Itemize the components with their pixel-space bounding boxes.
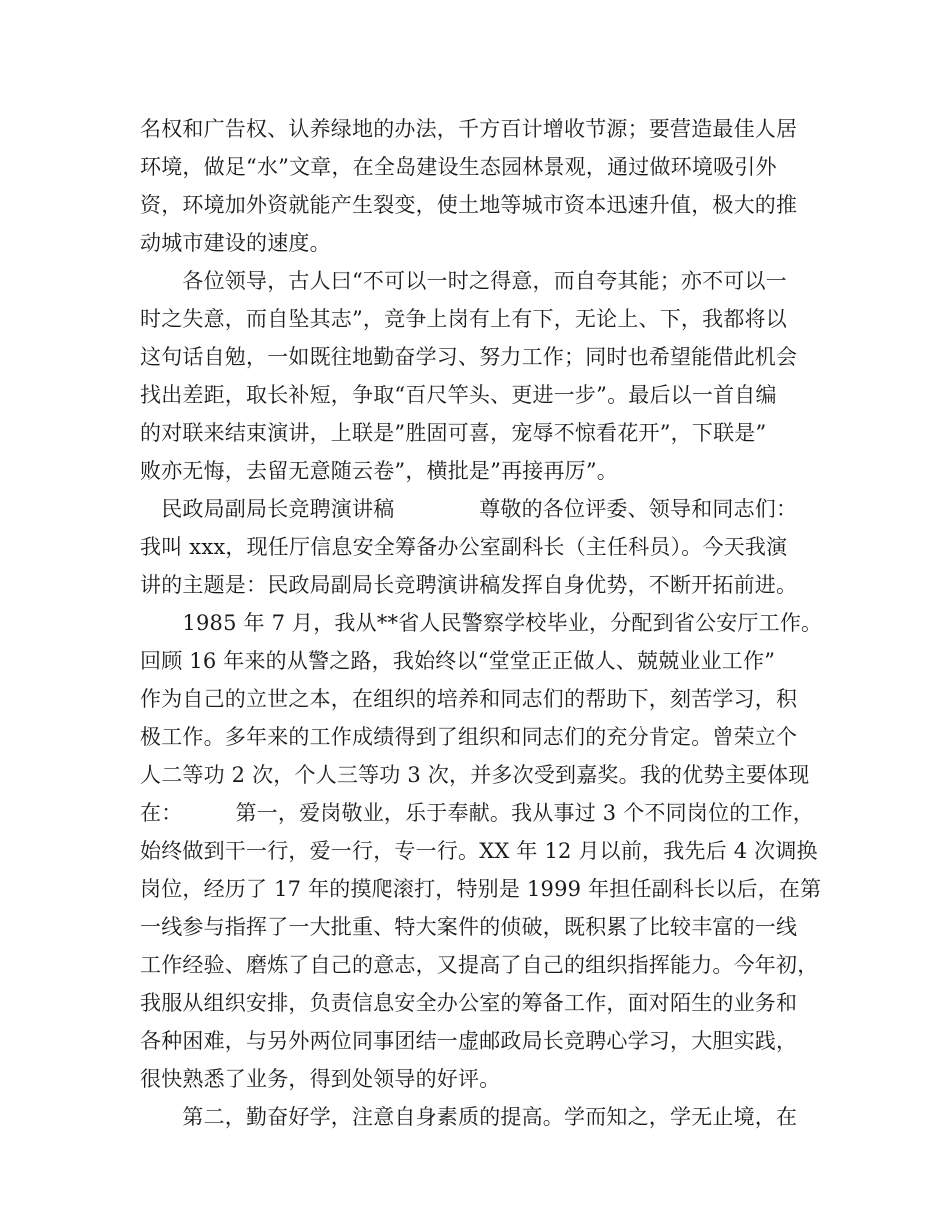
text-line: 很快熟悉了业务，得到处领导的好评。 <box>140 1067 501 1091</box>
text-line: 极工作。多年来的工作成绩得到了组织和同志们的充分肯定。曾荣立个 <box>140 725 798 749</box>
text-line: 各种困难，与另外两位同事团结一虚邮政局长竞聘心学习，大胆实践， <box>140 1029 798 1053</box>
text-line: 民政局副局长竞聘演讲稿 尊敬的各位评委、领导和同志们： <box>140 497 798 521</box>
text-line: 作为自己的立世之本，在组织的培养和同志们的帮助下，刻苦学习，积 <box>140 687 798 711</box>
text-line: 的对联来结束演讲，上联是”胜固可喜，宠辱不惊看花开”，下联是” <box>140 421 767 445</box>
text-line: 我服从组织安排，负责信息安全办公室的筹备工作，面对陌生的业务和 <box>140 991 798 1015</box>
text-line: 各位领导，古人曰“不可以一时之得意，而自夸其能；亦不可以一 <box>140 269 787 293</box>
text-line: 人二等功 2 次，个人三等功 3 次，并多次受到嘉奖。我的优势主要体现 <box>140 763 810 787</box>
text-line: 动城市建设的速度。 <box>140 231 331 255</box>
text-line: 岗位，经历了 17 年的摸爬滚打，特别是 1999 年担任副科长以后，在第 <box>140 877 822 901</box>
text-line: 找出差距，取长补短，争取“百尺竿头、更进一步”。最后以一首自编 <box>140 383 777 407</box>
text-line: 1985 年 7 月，我从**省人民警察学校毕业，分配到省公安厅工作。 <box>140 611 823 635</box>
text-line: 败亦无悔，去留无意随云卷”，横批是”再接再厉”。 <box>140 459 619 483</box>
text-line: 时之失意，而自坠其志”，竞争上岗有上有下，无论上、下，我都将以 <box>140 307 787 331</box>
text-line: 这句话自勉，一如既往地勤奋学习、努力工作；同时也希望能借此机会 <box>140 345 798 369</box>
text-line: 一线参与指挥了一大批重、特大案件的侦破，既积累了比较丰富的一线 <box>140 915 798 939</box>
text-line: 名权和广告权、认养绿地的办法，千方百计增收节源；要营造最佳人居 <box>140 117 798 141</box>
text-line: 第二，勤奋好学，注意自身素质的提高。学而知之，学无止境，在 <box>140 1105 798 1129</box>
text-line: 讲的主题是：民政局副局长竞聘演讲稿发挥自身优势，不断开拓前进。 <box>140 573 798 597</box>
text-line: 回顾 16 年来的从警之路，我始终以“堂堂正正做人、兢兢业业工作” <box>140 649 776 673</box>
text-line: 我叫 xxx，现任厅信息安全筹备办公室副科长（主任科员）。今天我演 <box>140 535 788 559</box>
text-line: 在： 第一，爱岗敬业，乐于奉献。我从事过 3 个不同岗位的工作， <box>140 801 815 825</box>
text-line: 工作经验、磨炼了自己的意志，又提高了自己的组织指挥能力。今年初， <box>140 953 819 977</box>
text-line: 环境，做足“水”文章，在全岛建设生态园林景观，通过做环境吸引外 <box>140 155 777 179</box>
text-line: 始终做到干一行，爱一行，专一行。XX 年 12 月以前，我先后 4 次调换 <box>140 839 818 863</box>
text-line: 资，环境加外资就能产生裂变，使土地等城市资本迅速升值，极大的推 <box>140 193 798 217</box>
